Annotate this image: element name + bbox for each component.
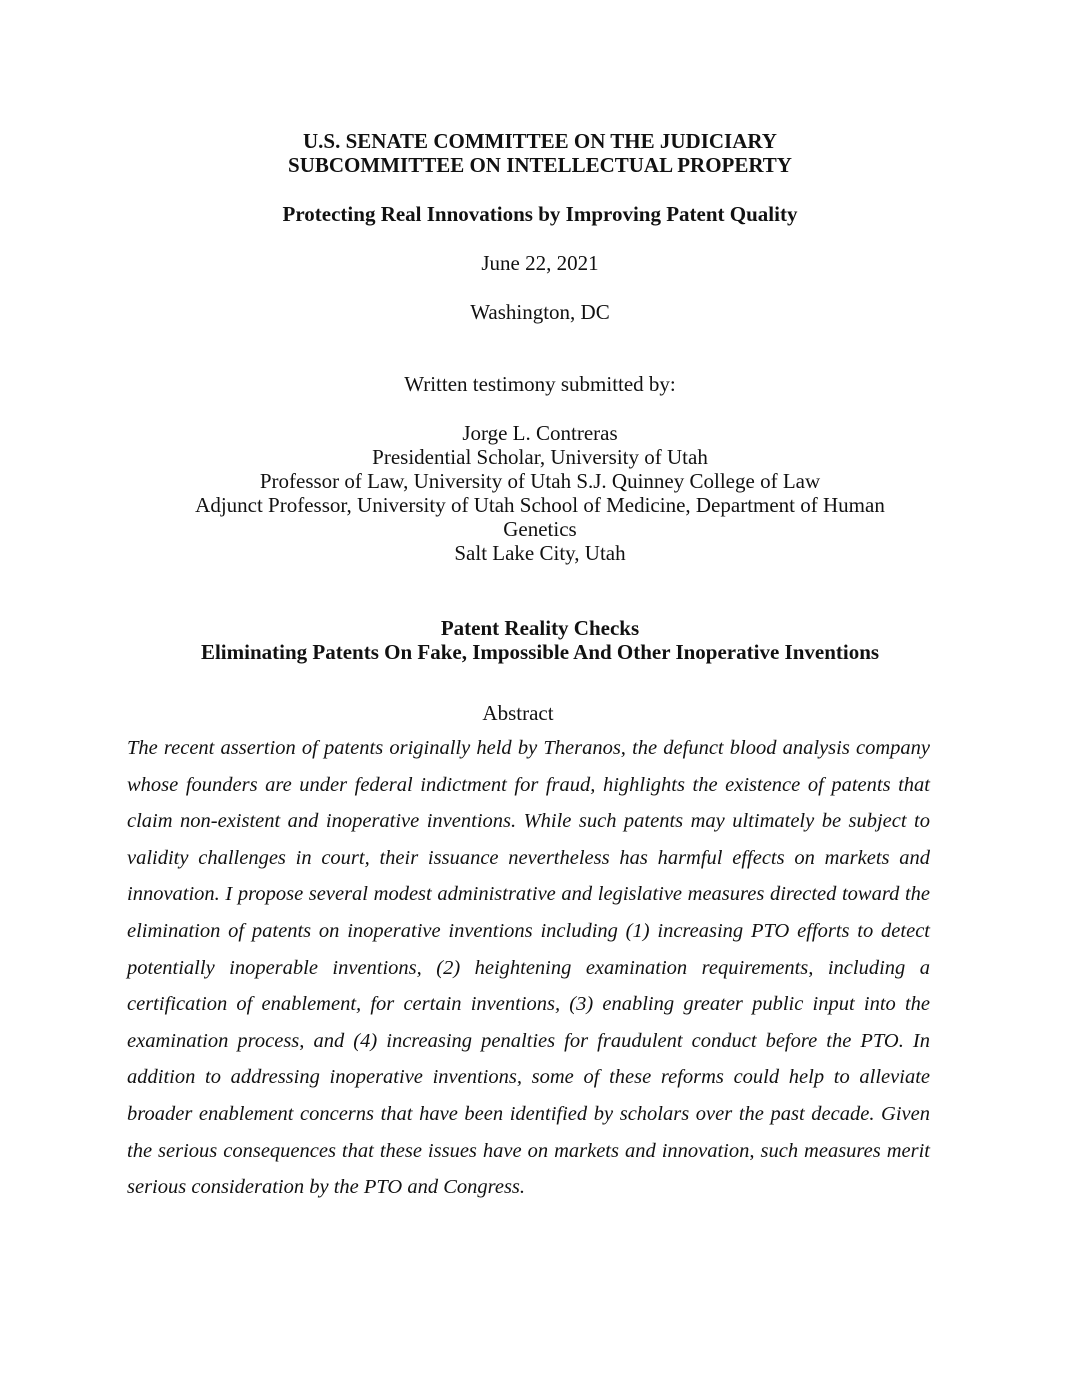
witness-block (0, 421, 1080, 565)
committee-line-2: SUBCOMMITTEE ON INTELLECTUAL PROPERTY (288, 153, 792, 177)
witness-title-3: Adjunct Professor, University of Utah School of Medicine, Department of Human Genetics (195, 493, 885, 541)
witness-location: Salt Lake City, Utah (454, 541, 626, 565)
witness-title-1: Presidential Scholar, University of Utah (372, 445, 708, 469)
paper-subtitle: Eliminating Patents On Fake, Impossible And Other Inoperative Inventions (200, 640, 880, 664)
witness-title-2: Professor of Law, University of Utah S.J. Quinney College of Law (259, 469, 821, 493)
paper-title: Patent Reality Checks (440, 616, 640, 640)
hearing-title: Protecting Real Innovations by Improving Patent Quality (282, 202, 798, 226)
hearing-date: June 22, 2021 (481, 251, 599, 275)
witness-name: Jorge L. Contreras (462, 421, 618, 445)
abstract-text: The recent assertion of patents originally held by Theranos, the defunct blood analysis company whose founders are under federal indictment for fraud, highlights the existence of patents that claim non-existent and inoperative inventions. While such patents may ultimately be subject to validity challenges in court, their issuance nevertheless has harmful effects on markets and innovation. I propose several modest administrative and legislative measures directed toward the elimination of patents on inoperative inventions including (1) increasing PTO efforts to detect potentially inoperable inventions, (2) heightening examination requirements, including a certification of enablement, for certain inventions, (3) enabling greater public input into the examination process, and (4) increasing penalties for fraudulent conduct before the PTO. In addition to addressing inoperative inventions, some of these reforms could help to alleviate broader enablement concerns that have been identified by scholars over the past decade. Given the serious consequences that these issues have on markets and innovation, such measures merit serious consideration by the PTO and Congress. (127, 737, 930, 1199)
paper-title-block (0, 616, 1080, 664)
submitted-by-label: Written testimony submitted by: (404, 372, 676, 396)
committee-line-1: U.S. SENATE COMMITTEE ON THE JUDICIARY (303, 129, 777, 153)
abstract-heading: Abstract (482, 701, 554, 725)
hearing-location: Washington, DC (470, 300, 610, 324)
committee-heading (0, 129, 1080, 177)
